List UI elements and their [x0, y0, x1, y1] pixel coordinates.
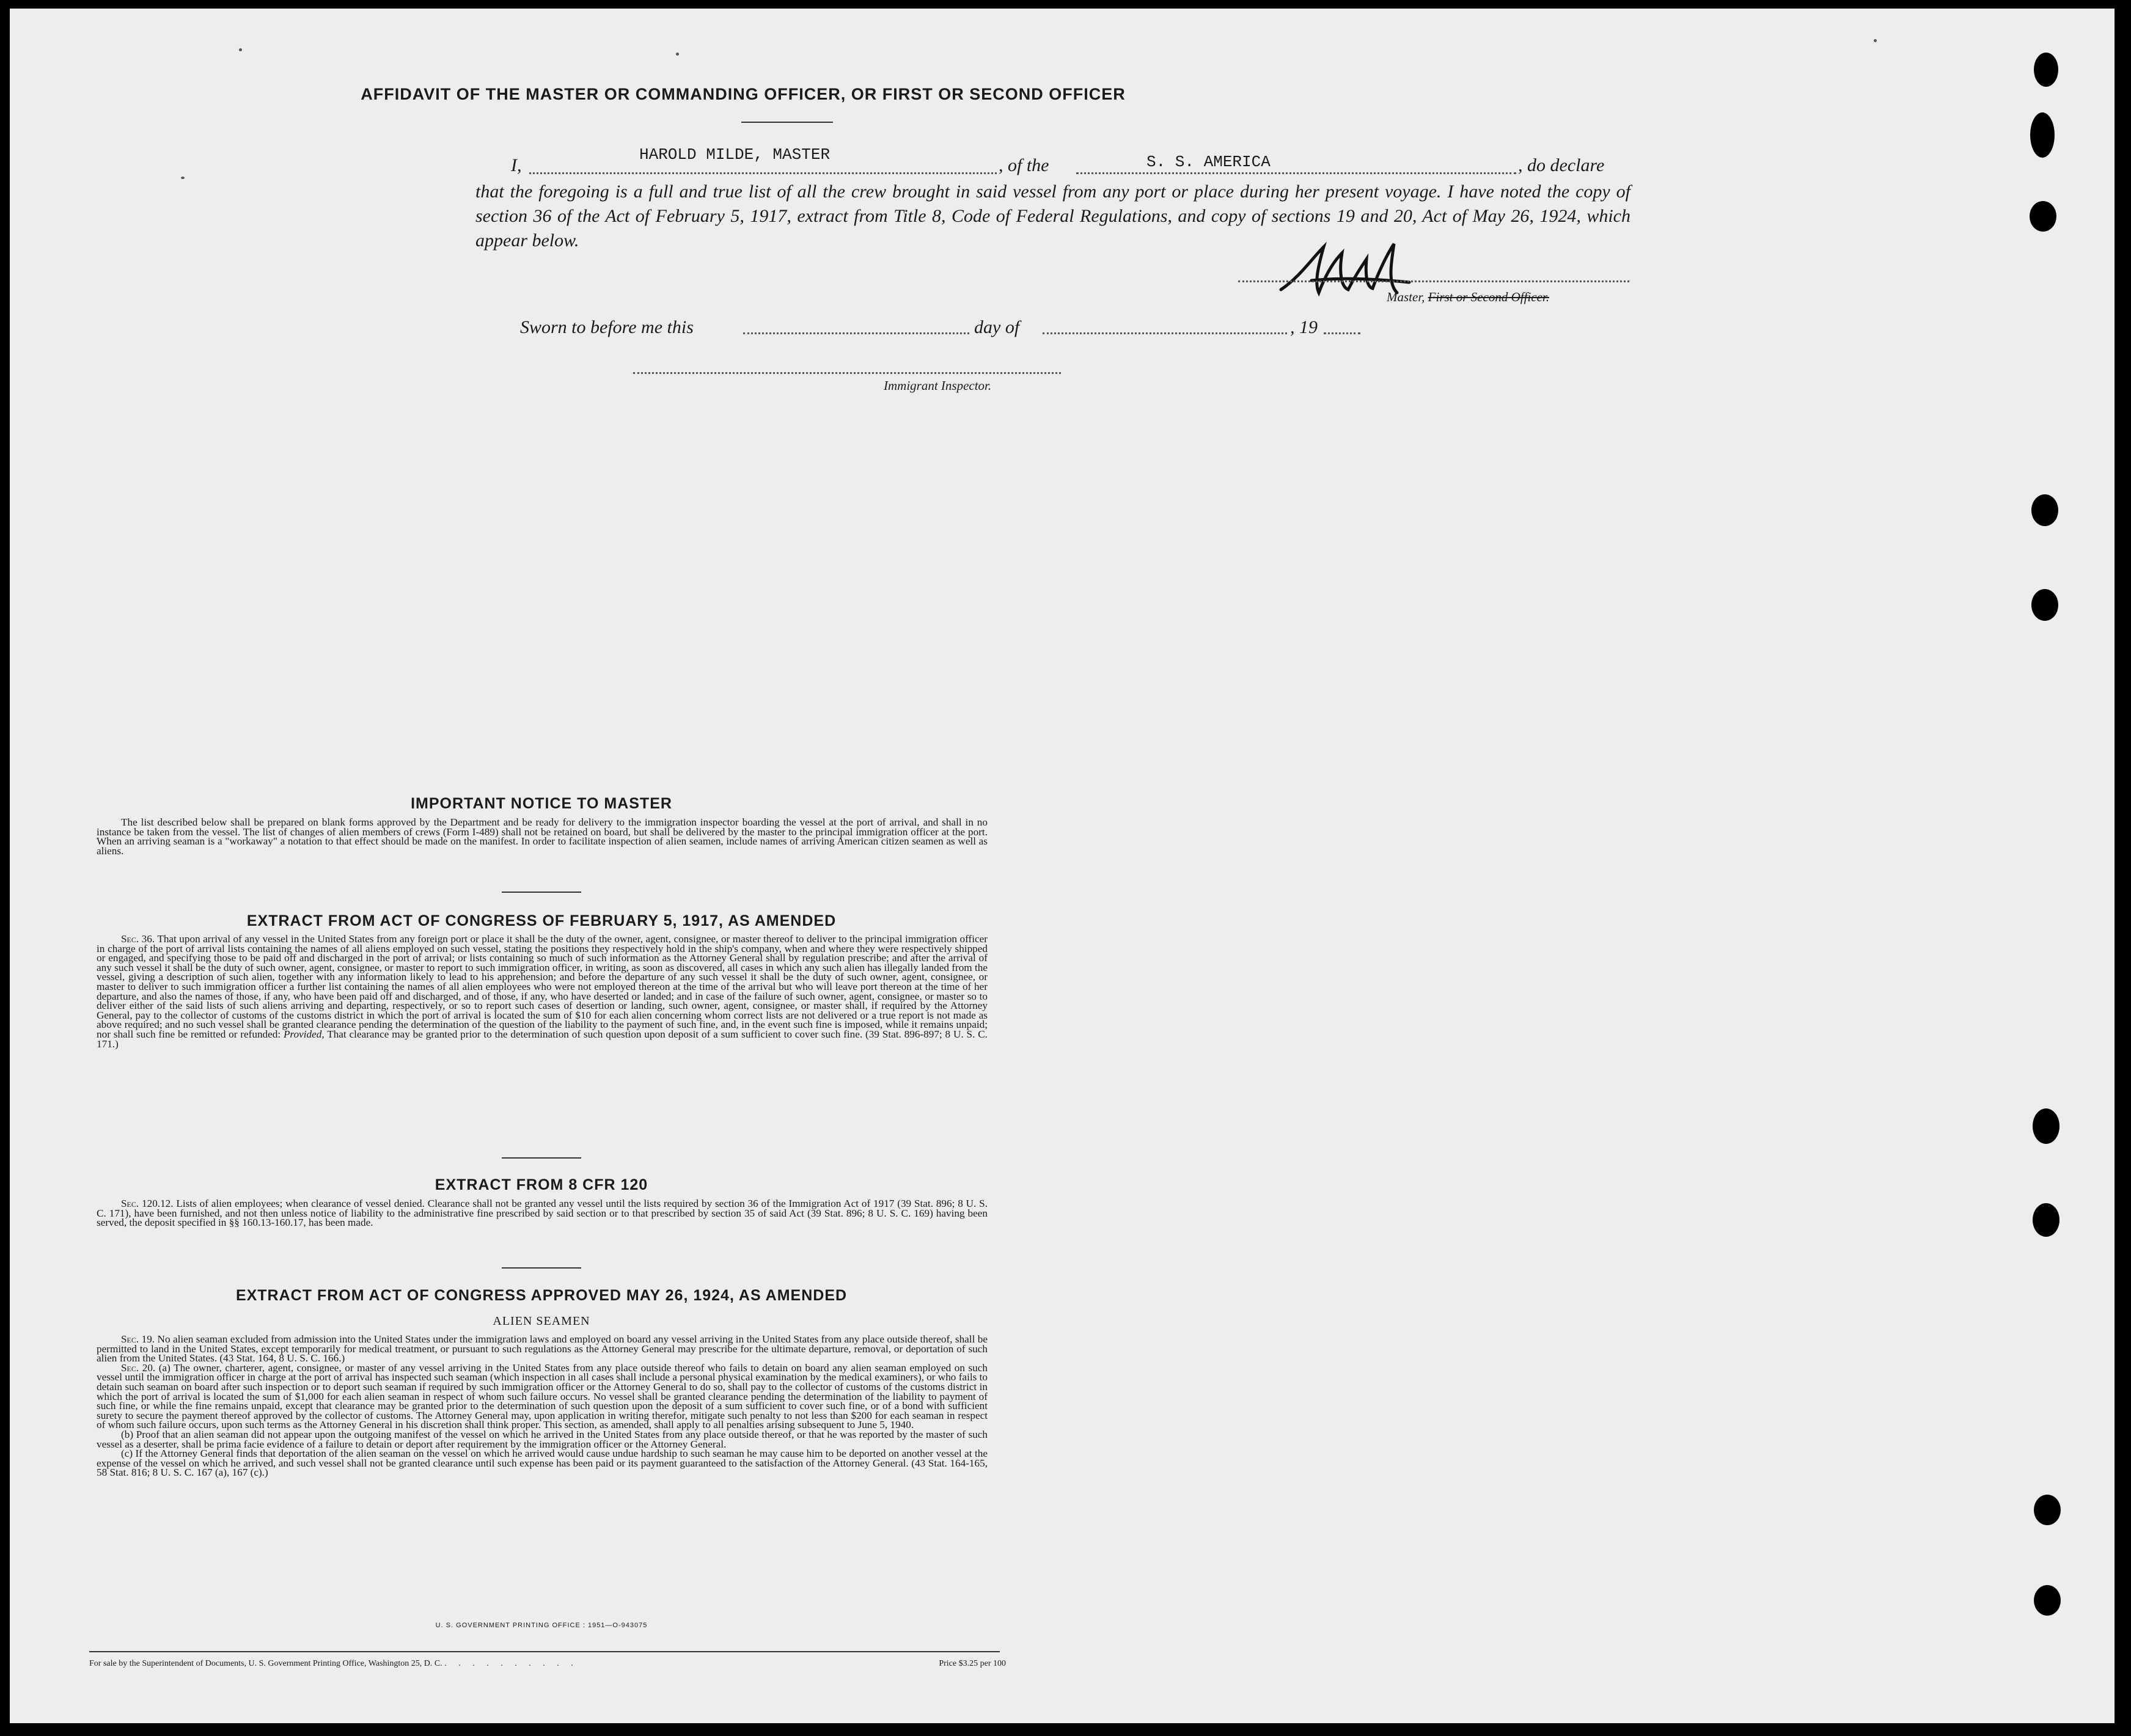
cfr-body: [97, 1199, 988, 1228]
struck-officer-title: First or Second Officer.: [1428, 290, 1549, 304]
name-blank: [529, 172, 997, 174]
notice-body: [97, 818, 988, 855]
notice-text: The list described below shall be prepared on blank forms approved by the Department and be ready for delivery to the immigration inspector boarding the vessel at the port of arrival, and shall in no instance be taken from the vessel. The list of changes of alien members of crews (Form I-489) shall not be retained on board, but shall be delivered by the master to the principal immigration officer at the port. When an arriving seaman is a "workaway" a notation to that effect should be made on the manifest. In order to facilitate inspection of alien seamen, include names of arriving American citizen seamen as well as aliens.: [97, 816, 988, 857]
i-label: I,: [511, 155, 522, 175]
binder-hole: [2034, 53, 2058, 87]
footer-rule: [89, 1651, 1000, 1652]
extract-1917-body: [97, 934, 988, 1049]
year-label: , 19: [1290, 317, 1318, 337]
binder-hole: [2031, 589, 2058, 621]
sec-19-label: Sec. 19.: [121, 1333, 155, 1345]
sworn-month-blank: [1043, 332, 1287, 334]
sec-36-text-end: That clearance may be granted prior to the determination of such question upon deposit of a sum sufficient to cover such fine. (39 Stat. 896-897; 8 U. S. C. 171.): [97, 1028, 988, 1050]
sec-120-text: Lists of alien employees; when clearance of vessel denied. Clearance shall not be granted any vessel until the lists required by section 36 of the Immigration Act of 1917 (39 Stat. 896; 8 U. S. C. 171), have been furnished, and not then unless notice of liability to the administrative fine prescribed by said section or to that prescribed by section 35 of said Act (39 Stat. 896; 8 U. S. C. 169) having been served, the deposit specified in §§ 160.13-160.17, has been made.: [97, 1198, 988, 1229]
sec-19-text: No alien seaman excluded from admission into the United States under the immigration laws and employed on board any vessel arriving in the United States from any place outside thereof, shall be permitted to land in the United States, except temporarily for medical treatment, or pursuant to such regulations as the Attorney General may prescribe for the ultimate departure, removal, or deportation of such alien from the United States. (43 Stat. 164, 8 U. S. C. 166.): [97, 1333, 988, 1364]
extract-1924-body: [97, 1335, 988, 1478]
sworn-year-blank: [1324, 332, 1360, 334]
notice-divider: [502, 892, 581, 893]
printing-office-line: U. S. GOVERNMENT PRINTING OFFICE : 1951—O-943075: [435, 1622, 648, 1629]
binder-hole: [2031, 494, 2058, 526]
scan-speck: [239, 48, 242, 51]
sale-text: For sale by the Superintendent of Documents, U. S. Government Printing Office, Washington 25, D. C.: [89, 1659, 442, 1668]
form-page: [10, 9, 2114, 1723]
sec-120-label: Sec. 120.12.: [121, 1198, 174, 1209]
extract-1917-divider: [502, 1157, 581, 1159]
footer: For sale by the Superintendent of Documents, U. S. Government Printing Office, Washington 25, D. C. . . . . . . . . . . Price $3.25 per 100: [89, 1659, 1006, 1668]
master-title-label: Master,: [1387, 290, 1425, 304]
cfr-heading: EXTRACT FROM 8 CFR 120: [435, 1176, 648, 1193]
inspector-line: [633, 372, 1061, 374]
sec-20-text: (a) The owner, charterer, agent, consignee, or master of any vessel arriving in the United States from any place outside thereof who fails to detain on board any alien seaman employed on such vessel until the immigration officer in charge at the port of arrival has inspected such seaman (which inspection in all cases shall include a personal physical examination by the medical examiners), or who fails to detain such seaman on board after such inspection or to deport such seaman if required by such immigration officer or the Attorney General to do so, shall pay to the collector of customs of the customs district in which the port of arrival is located the sum of $1,000 for each alien seaman in respect of whom such failure occurs. No vessel shall be granted clearance pending the determination of the liability to payment of such fine, or while the fine remains unpaid, except that clearance may be granted prior to the determination of such question upon the deposit of a sum sufficient to cover such fine, or of a bond with sufficient surety to secure the payment thereof approved by the collector of customs. The Attorney General may, upon application in writing therefor, mitigate such penalty to not less than $200 for each seaman in respect of whom such failure occurs, upon such terms as the Attorney General in his discretion shall think proper. This section, as amended, shall apply to all penalties arising subsequent to June 5, 1940.: [97, 1361, 988, 1431]
binder-hole: [2030, 112, 2055, 158]
cfr-divider: [502, 1267, 581, 1269]
notice-heading: IMPORTANT NOTICE TO MASTER: [411, 795, 672, 812]
para-b: (b) Proof that an alien seaman did not appear upon the outgoing manifest of the vessel on which he arrived in the United States from any place outside thereof, or that he was reported by the master of such vessel as a deserter, shall be prima facie evidence of a failure to detain or deport after requirement by the immigration officer or the Attorney General.: [97, 1428, 988, 1450]
name-value: HAROLD MILDE, MASTER: [639, 145, 831, 164]
inspector-label: Immigrant Inspector.: [884, 378, 992, 393]
of-the-label: , of the: [999, 155, 1049, 175]
binder-hole: [2034, 1585, 2061, 1616]
para-c: (c) If the Attorney General finds that deportation of the alien seaman on the vessel on which he arrived would cause undue hardship to such seaman he may cause him to be deported on another vessel at the expense of the vessel on which he arrived, and such vessel shall not be granted clearance until such expense has been paid or its payment guaranteed to the satisfaction of the Attorney General. (43 Stat. 164-165, 58 Stat. 816; 8 U. S. C. 167 (a), 167 (c).): [97, 1448, 988, 1479]
signature-title: [1387, 290, 1549, 305]
signature-line: [1238, 280, 1629, 282]
day-of-label: day of: [974, 317, 1020, 337]
scan-speck: [1874, 39, 1877, 42]
vessel-blank: [1076, 172, 1516, 174]
sworn-label: Sworn to before me this: [520, 317, 694, 337]
binder-hole: [2033, 1203, 2059, 1237]
sec-36-label: Sec. 36.: [121, 933, 155, 945]
extract-1917-heading: EXTRACT FROM ACT OF CONGRESS OF FEBRUARY 5, 1917, AS AMENDED: [246, 912, 837, 929]
scan-speck: [676, 53, 679, 56]
sworn-day-blank: [743, 332, 969, 334]
affidavit-title: AFFIDAVIT OF THE MASTER OR COMMANDING OFFICER, OR FIRST OR SECOND OFFICER: [361, 85, 1126, 103]
title-divider: [741, 122, 833, 123]
declaration-text: that the foregoing is a full and true list of all the crew brought in said vessel from any port or place during her present voyage. I have noted the copy of section 36 of the Act of February 5, 1917, extract from Title 8, Code of Federal Regulations, and copy of sections 19 and 20, Act of May 26, 1924, which appear below.: [475, 181, 1630, 251]
sec-20-label: Sec. 20.: [121, 1361, 156, 1374]
extract-1924-heading: EXTRACT FROM ACT OF CONGRESS APPROVED MAY 26, 1924, AS AMENDED: [235, 1287, 848, 1304]
binder-hole: [2030, 201, 2056, 232]
price-text: Price $3.25 per 100: [939, 1659, 1006, 1668]
do-declare-label: , do declare: [1518, 155, 1605, 175]
vessel-value: S. S. AMERICA: [1146, 153, 1271, 171]
sec-36-text: That upon arrival of any vessel in the United States from any foreign port or place it shall be the duty of the owner, agent, consignee, or master thereof to deliver to the principal immigration officer in charge of the port of arrival lists containing the names of all aliens employed on such vessel, stating the positions they respectively hold in the ship's company, when and where they were respectively shipped or engaged, and specifying those to be paid off and discharged in the port of arrival; or lists containing so much of such information as the Attorney General shall by regulation prescribe; and after the arrival of any such vessel it shall be the duty of such owner, agent, consignee, or master to report to such immigration officer, in writing, as soon as discovered, all cases in which any such alien has illegally landed from the vessel, giving a description of such alien, together with any information likely to lead to his apprehension; and before the departure of any such vessel it shall be the duty of such owner, agent, consignee, or master to deliver to such immigration officer a further list containing the names of all alien employees who were not employed thereon at the time of the arrival but who will leave port thereon at the time of her departure, and also the names of those, if any, who have been paid off and discharged, and of those, if any, who have deserted or landed; and in case of the failure of such owner, agent, consignee, or master so to deliver either of the said lists of such aliens arriving and departing, respectively, or so to report such cases of desertion or landing, such owner, agent, consignee, or master shall, if required by the Attorney General, pay to the collector of customs of the customs district in which the port of arrival is located the sum of $10 for each alien concerning whom correct lists are not delivered or a true report is not made as above required; and no such vessel shall be granted clearance pending the determination of the question of the liability to the payment of such fine, and, in the event such fine is imposed, while it remains unpaid; nor shall such fine be remitted or refunded:: [97, 933, 988, 1040]
binder-hole: [2033, 1108, 2059, 1144]
alien-seamen-subheading: ALIEN SEAMEN: [493, 1314, 590, 1328]
binder-hole: [2034, 1495, 2061, 1525]
scan-speck: [181, 177, 185, 179]
proviso-label: Provided,: [284, 1028, 325, 1040]
